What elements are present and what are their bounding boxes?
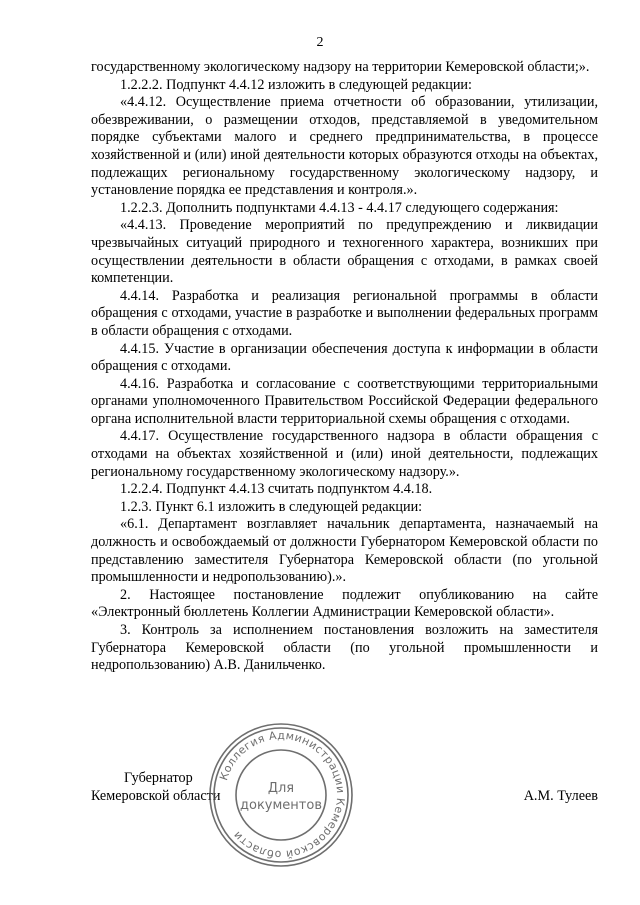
paragraph: 1.2.2.3. Дополнить подпунктами 4.4.13 - 4.4.17 следующего содержания:	[120, 199, 559, 216]
paragraph: 4.4.16. Разработка и согласование с соответствующими территориальными органами уполномоченного Правительством Российской Федерации федерального органа исполнительной власти территориальной схемы обращения с отходами.	[91, 375, 598, 427]
stamp-ring-text: Коллегия Администрации Кемеровской области	[217, 728, 348, 862]
paragraph: 4.4.17. Осуществление государственного надзора в области обращения с отходами на объектах хозяйственной и (или) иной деятельности, подлежащих региональному государственному экологическому надзору.».	[91, 428, 598, 480]
stamp-center-line2: документов	[240, 798, 322, 813]
paragraph: 2. Настоящее постановление подлежит опубликованию на сайте «Электронный бюллетень Коллегии Администрации Кемеровской области».	[91, 586, 598, 621]
paragraph: 1.2.2.4. Подпункт 4.4.13 считать подпунктом 4.4.18.	[120, 481, 433, 498]
paragraph: «4.4.13. Проведение мероприятий по предупреждению и ликвидации чрезвычайных ситуаций природного и техногенного характера, возникших при осуществлении деятельности в области обращения с отходами, в рамках своей компетенции.	[91, 217, 598, 287]
page-number: 2	[316, 35, 324, 50]
paragraph: 4.4.14. Разработка и реализация региональной программы в области обращения с отходами, участие в разработке и выполнении федеральных программ в области обращения с отходами.	[91, 287, 598, 339]
signatory-title: Губернатор	[124, 770, 193, 786]
official-stamp	[206, 720, 356, 870]
paragraph: 3. Контроль за исполнением постановления возложить на заместителя Губернатора Кемеровской области (по угольной промышленности и недропользованию) А.В. Данильченко.	[91, 622, 598, 674]
document-body	[91, 59, 598, 675]
signatory-name: А.М. Тулеев	[523, 788, 598, 804]
paragraph: 1.2.3. Пункт 6.1 изложить в следующей редакции:	[120, 498, 423, 515]
paragraph: 4.4.15. Участие в организации обеспечения доступа к информации в области обращения с отходами.	[91, 340, 598, 375]
stamp-center-line1: Для	[267, 781, 295, 796]
paragraph: «6.1. Департамент возглавляет начальник департамента, назначаемый на должность и освобождаемый от должности Губернатором Кемеровской области по представлению заместителя Губернатора Кемеровской области (по угольной промышленности и недропользованию).».	[91, 516, 598, 586]
paragraph: 1.2.2.2. Подпункт 4.4.12 изложить в следующей редакции:	[120, 76, 472, 93]
signatory-region: Кемеровской области	[91, 788, 221, 804]
paragraph: «4.4.12. Осуществление приема отчетности об образовании, утилизации, обезвреживании, о размещении отходов, представляемой в уведомительном порядке субъектами малого и среднего предпринимательства, в процессе хозяйственной и (или) иной деятельности которых образуются отходы на объектах, подлежащих региональному государственному экологическому надзору, и установление порядка ее представления и контроля.».	[91, 94, 598, 199]
paragraph: государственному экологическому надзору на территории Кемеровской области;».	[91, 59, 590, 75]
